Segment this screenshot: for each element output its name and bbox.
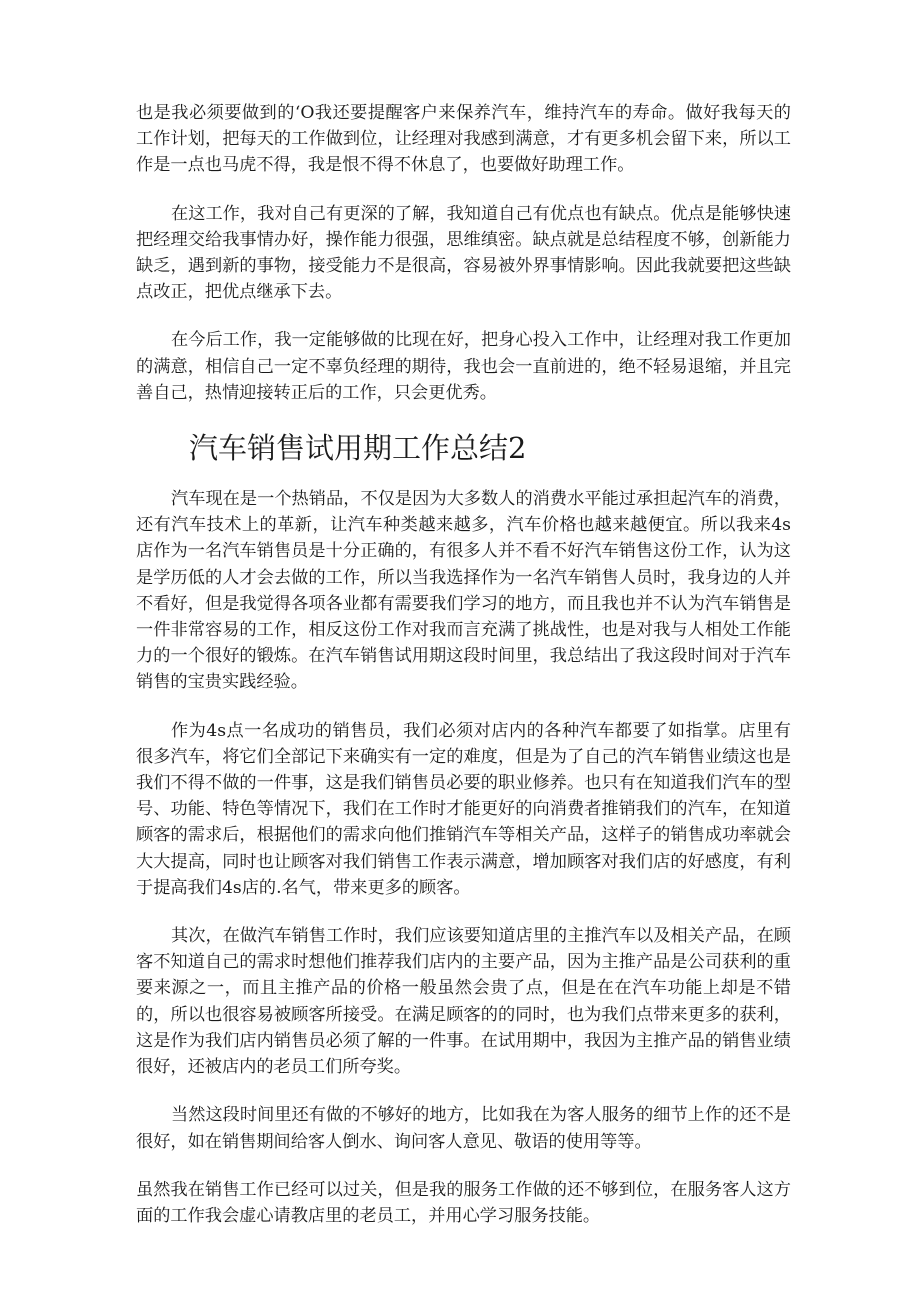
paragraph: 作为4s点一名成功的销售员，我们必须对店内的各种汽车都要了如指掌。店里有很多汽车，将它们全部记下来确实有一定的难度，但是为了自己的汽车销售业绩这也是我们不得不做的一件事，这是我们销售员必要的职业修养。也只有在知道我们汽车的型号、功能、特色等情况下，我们在工作时才能更好的向消费者推销我们的汽车，在知道顾客的需求后，根据他们的需求向他们推销汽车等相关产品，这样子的销售成功率就会大大提高，同时也让顾客对我们销售工作表示满意，增加顾客对我们店的好感度，有利于提高我们4s店的.名气，带来更多的顾客。: [136, 720, 791, 898]
paragraph: 也是我必须要做到的‘O我还要提醒客户来保养汽车，维持汽车的寿命。做好我每天的工作计划，把每天的工作做到位，让经理对我感到满意，才有更多机会留下来，所以工作是一点也马虎不得，我是恨不得不休息了，也要做好助理工作。: [136, 103, 791, 176]
paragraph: 虽然我在销售工作已经可以过关，但是我的服务工作做的还不够到位，在服务客人这方面的工作我会虚心请教店里的老员工，并用心学习服务技能。: [136, 1179, 791, 1226]
document-page: [136, 100, 791, 1251]
paragraph: 其次，在做汽车销售工作时，我们应该要知道店里的主推汽车以及相关产品，在顾客不知道自己的需求时想他们推荐我们店内的主要产品，因为主推产品是公司获利的重要来源之一，而且主推产品的价格一般虽然会贵了点，但是在在汽车功能上却是不错的，所以也很容易被顾客所接受。在满足顾客的的同时，也为我们点带来更多的获利，这是作为我们店内销售员必须了解的一件事。在试用期中，我因为主推产品的销售业绩很好，还被店内的老员工们所夸奖。: [136, 926, 791, 1078]
section-heading: 汽车销售试用期工作总结2: [189, 431, 527, 466]
paragraph: 在这工作，我对自己有更深的了解，我知道自己有优点也有缺点。优点是能够快速把经理交给我事情办好，操作能力很强，思维缜密。缺点就是总结程度不够，创新能力缺乏，遇到新的事物，接受能力不是很高，容易被外界事情影响。因此我就要把这些缺点改正，把优点继承下去。: [136, 203, 791, 303]
paragraph: 在今后工作，我一定能够做的比现在好，把身心投入工作中，让经理对我工作更加的满意，相信自己一定不辜负经理的期待，我也会一直前进的，绝不轻易退缩，并且完善自己，热情迎接转正后的工作，只会更优秀。: [136, 330, 791, 403]
paragraph: 汽车现在是一个热销品，不仅是因为大多数人的消费水平能过承担起汽车的消费，还有汽车技术上的革新，让汽车种类越来越多，汽车价格也越来越便宜。所以我来4s店作为一名汽车销售员是十分正确的，有很多人并不看不好汽车销售这份工作，认为这是学历低的人才会去做的工作，所以当我选择作为一名汽车销售人员时，我身边的人并不看好，但是我觉得各项各业都有需要我们学习的地方，而且我也并不认为汽车销售是一件非常容易的工作，相反这份工作对我而言充满了挑战性，也是对我与人相处工作能力的一个很好的锻炼。在汽车销售试用期这段时间里，我总结出了我这段时间对于汽车销售的宝贵实践经验。: [136, 489, 791, 693]
paragraph: 当然这段时间里还有做的不够好的地方，比如我在为客人服务的细节上作的还不是很好，如在销售期间给客人倒水、询问客人意见、敬语的使用等等。: [136, 1105, 791, 1152]
